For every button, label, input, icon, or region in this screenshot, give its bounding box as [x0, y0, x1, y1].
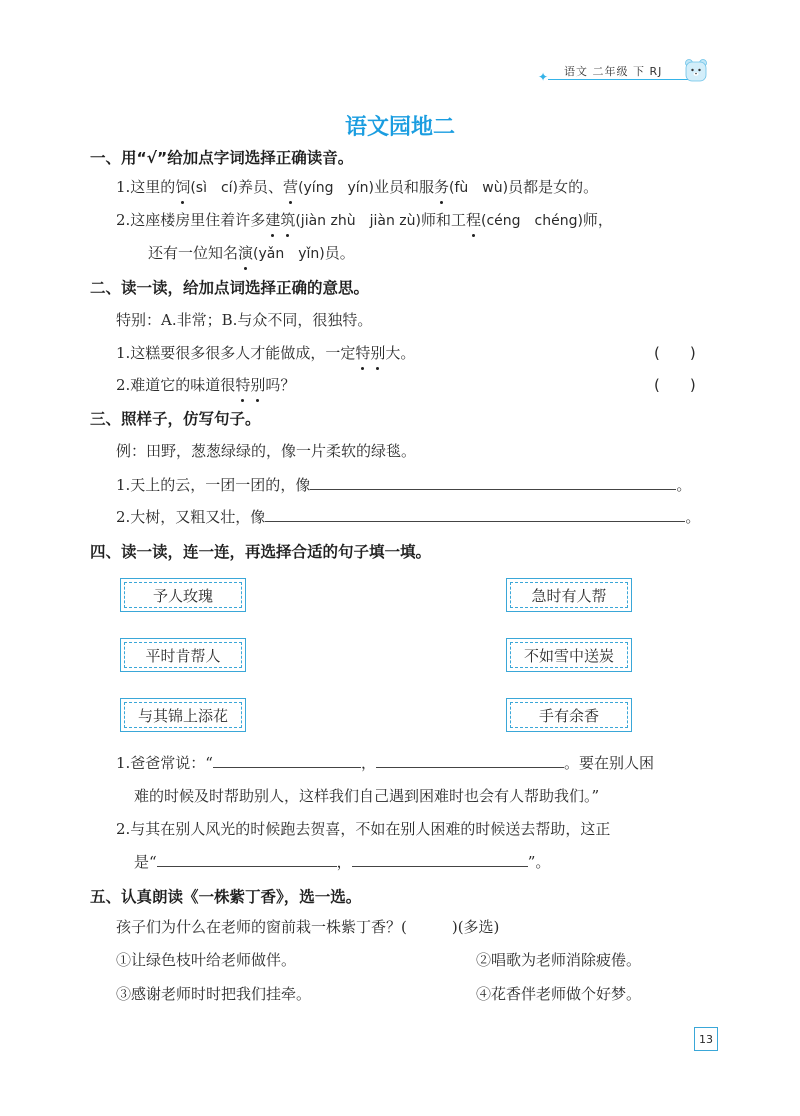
section-1-heading: 一、用“√”给加点字词选择正确读音。 — [90, 149, 354, 167]
answer-blank[interactable] — [213, 753, 361, 768]
phrase-box-right-2[interactable]: 不如雪中送炭 — [506, 638, 632, 672]
phrase-box-left-2[interactable]: 平时肯帮人 — [120, 638, 246, 672]
header-rule — [548, 79, 690, 80]
s4-question-2: 2.与其在别人风光的时候跑去贺喜，不如在别人困难的时候送去帮助，这正 — [116, 820, 611, 838]
answer-blank[interactable] — [157, 852, 337, 867]
s5-option-1[interactable]: ①让绿色枝叶给老师做伴。 — [116, 951, 297, 969]
answer-blank[interactable] — [310, 475, 676, 490]
phrase-box-left-1[interactable]: 予人玫瑰 — [120, 578, 246, 612]
s1-question-2: 2.这座楼房里住着许多建筑(jiàn zhù jiàn zù)师和工程(céng chéng)师， — [116, 211, 613, 229]
s4-question-1: 1.爸爸常说：“ ， 。要在别人困 — [116, 754, 655, 772]
s2-answer-2[interactable]: ( ) — [654, 376, 696, 394]
phrase-box-right-1[interactable]: 急时有人帮 — [506, 578, 632, 612]
s2-question-2: 2.难道它的味道很特别吗？ — [116, 376, 296, 394]
answer-blank[interactable] — [265, 507, 685, 522]
section-4-heading: 四、读一读，连一连，再选择合适的句子填一填。 — [90, 543, 432, 561]
s3-example: 例：田野，葱葱绿绿的，像一片柔软的绿毯。 — [116, 442, 417, 460]
s4-question-1-cont: 难的时候及时帮助别人，这样我们自己遇到困难时也会有人帮助我们。” — [134, 787, 600, 805]
answer-blank[interactable] — [352, 852, 528, 867]
bear-icon — [684, 58, 708, 82]
s1-question-2-cont: 还有一位知名演(yǎn yǐn)员。 — [148, 244, 355, 262]
section-2-heading: 二、读一读，给加点词选择正确的意思。 — [90, 279, 370, 297]
s2-question-1: 1.这糕要很多很多人才能做成，一定特别大。 — [116, 344, 416, 362]
page-number: 13 — [694, 1027, 718, 1051]
phrase-box-left-3[interactable]: 与其锦上添花 — [120, 698, 246, 732]
s5-question: 孩子们为什么在老师的窗前栽一株紫丁香？( )(多选) — [116, 918, 500, 936]
s5-option-3[interactable]: ③感谢老师时时把我们挂牵。 — [116, 985, 312, 1003]
star-icon: ✦ — [538, 70, 549, 84]
s3-question-1: 1.天上的云，一团一团的，像 。 — [116, 476, 692, 494]
section-3-heading: 三、照样子，仿写句子。 — [90, 410, 261, 428]
page-title: 语文园地二 — [344, 115, 455, 140]
s2-answer-1[interactable]: ( ) — [654, 344, 696, 362]
s2-meaning: 特别：A.非常；B.与众不同，很独特。 — [116, 311, 373, 329]
s5-option-2[interactable]: ②唱歌为老师消除疲倦。 — [476, 951, 642, 969]
s3-question-2: 2.大树，又粗又壮，像 。 — [116, 508, 701, 526]
answer-blank[interactable] — [376, 753, 564, 768]
s4-question-2-cont: 是“ ， ”。 — [134, 853, 551, 871]
phrase-box-right-3[interactable]: 手有余香 — [506, 698, 632, 732]
s1-question-1: 1.这里的饲(sì cí)养员、营(yíng yín)业员和服务(fù wù)员都是女的。 — [116, 178, 599, 196]
header-text: 语文 二年级 下 RJ — [564, 65, 663, 78]
section-5-heading: 五、认真朗读《一株紫丁香》，选一选。 — [90, 888, 362, 906]
s5-option-4[interactable]: ④花香伴老师做个好梦。 — [476, 985, 642, 1003]
